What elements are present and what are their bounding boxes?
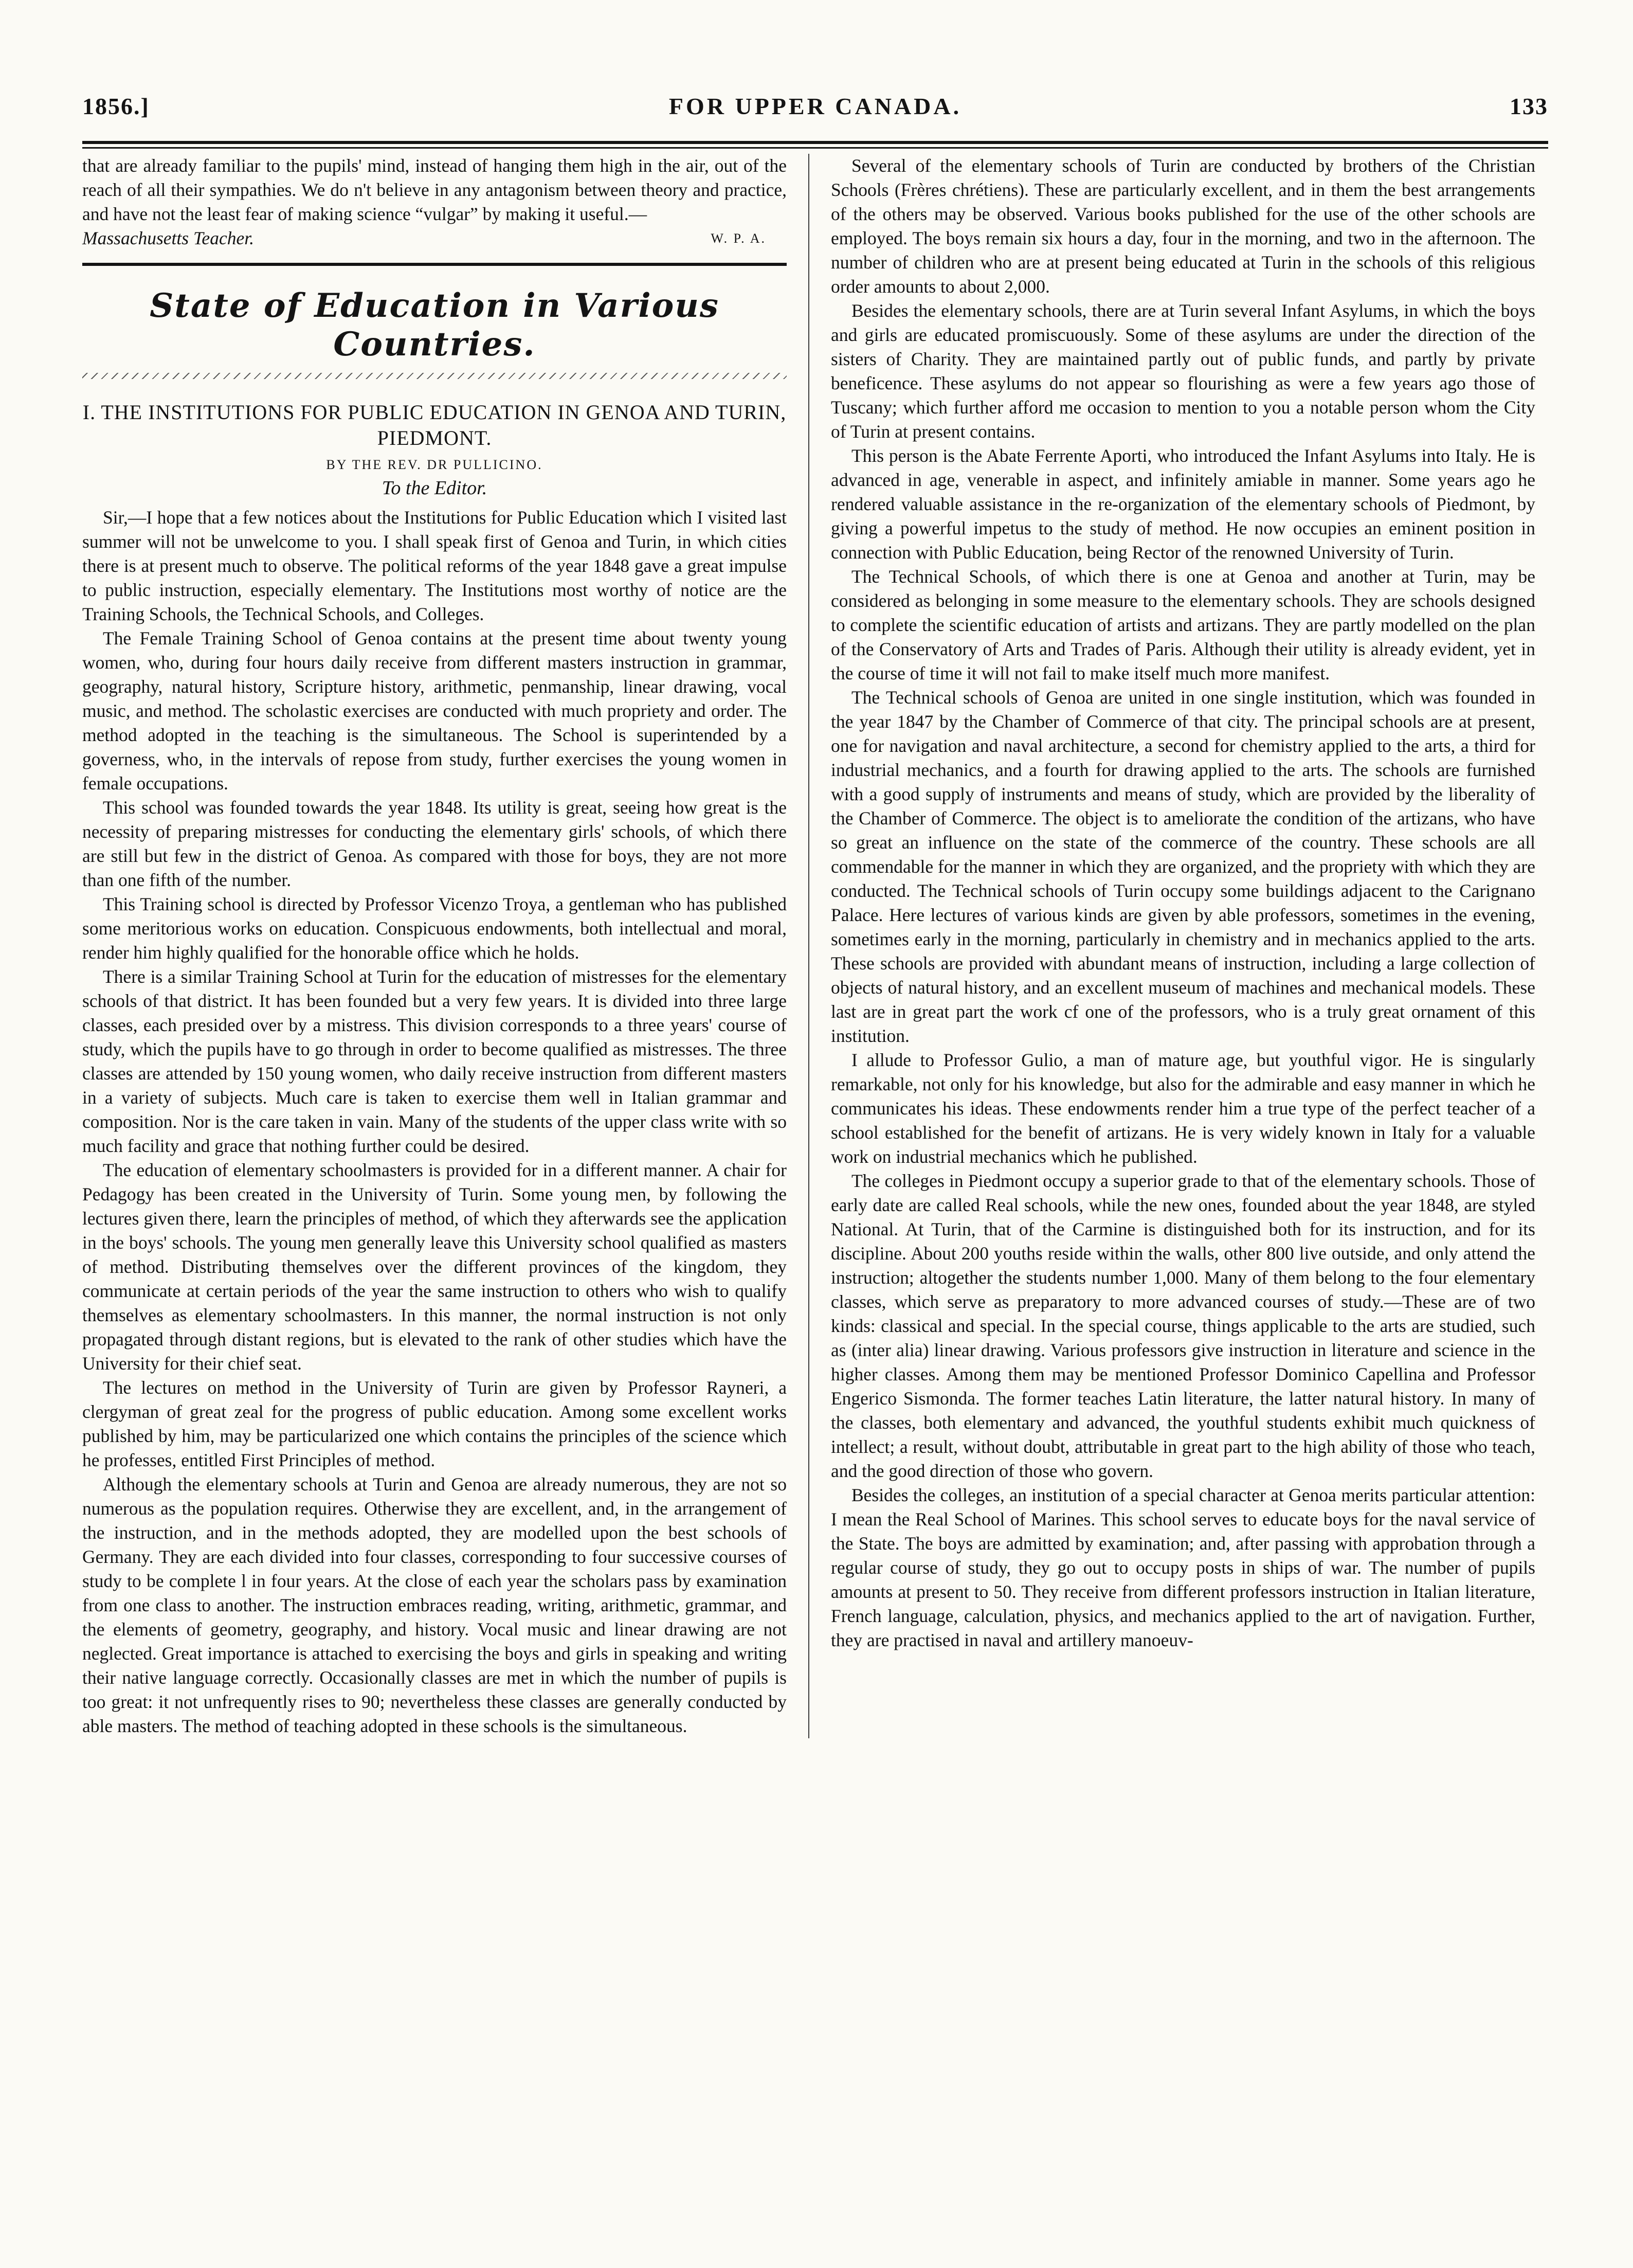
article-title: I. THE INSTITUTIONS FOR PUBLIC EDUCATION IN GENOA AND TURIN, PIEDMONT. — [82, 401, 787, 449]
paragraph: Sir,—I hope that a few notices about the Institutions for Public Education which I visited last summer will not be unwelcome to you. I shall speak first of Genoa and Turin, in which cities there is at present much to observe. The political reforms of the year 1848 gave a great impulse to public instruction, especially elementary. The Institutions most worthy of notice are the Training Schools, the Technical Schools, and Colleges. — [82, 507, 787, 624]
paragraph: Besides the elementary schools, there are at Turin several Infant Asylums, in which the boys and girls are educated promiscuously. Some of these asylums are under the direction of the sisters of Charity. They are maintained partly out of public funds, and partly by private beneficence. These asylums do not appear so flourishing as were a few years ago those of Tuscany; which further afford me occasion to mention to you a notable person whom the City of Turin at present contains. — [831, 300, 1535, 442]
section-heading: State of Education in Various Countries. — [150, 286, 719, 364]
byline: BY THE REV. DR PULLICINO. — [326, 457, 543, 472]
paragraph: Several of the elementary schools of Turin are conducted by brothers of the Christian Schools (Frères chrétiens). These are particularly excellent, and in them the best arrangements of the others may be observed. Various books published for the use of the other schools are employed. The boys remain six hours a day, four in the morning, and two in the afternoon. The number of children who are at present being educated at Turin in the schools of this religious order amounts to about 2,000. — [831, 155, 1535, 297]
paragraph: The Female Training School of Genoa contains at the present time about twenty young women, who, during four hours daily receive from different masters instruction in grammar, geography, natural history, Scripture history, arithmetic, penmanship, linear drawing, vocal music, and method. The scholastic exercises are conducted with much propriety and order. The method adopted in the teaching is the simultaneous. The School is superintended by a governess, who, in the intervals of repose from study, further exercises the young women in female occupations. — [82, 628, 787, 794]
paragraph: This person is the Abate Ferrente Aporti, who introduced the Infant Asylums into Italy. He is advanced in age, venerable in aspect, and infinitely amiable in manner. Some years ago he rendered valuable assistance in the re-organization of the elementary schools of Piedmont, by giving a powerful impetus to the study of method. He now occupies an eminent position in connection with Public Education, being Rector of the renowned University of Turin. — [831, 445, 1535, 563]
paragraph: I allude to Professor Gulio, a man of mature age, but youthful vigor. He is singularly remarkable, not only for his knowledge, but also for the admirable and easy manner in which he communicates his ideas. These endowments render him a true type of the perfect teacher of a school established for the benefit of artizans. He is very widely known in Italy for a valuable work on industrial mechanics which he published. — [831, 1050, 1535, 1167]
paragraph: There is a similar Training School at Turin for the education of mistresses for the elementary schools of that district. It has been founded but a very few years. It is divided into three large classes, each presided over by a mistress. This division corresponds to a three years' course of study, which the pupils have to go through in order to become qualified as mistresses. The three classes are attended by 150 young women, who daily receive instruction from different masters in a variety of subjects. Much care is taken to exercise them well in Italian grammar and composition. Nor is the care taken in vain. Many of the students of the upper class write with so much facility and grace that nothing further could be desired. — [82, 966, 787, 1156]
section-rule — [82, 263, 787, 266]
to-editor: To the Editor. — [382, 477, 487, 499]
two-column-body — [82, 154, 1548, 1738]
paragraph: Besides the colleges, an institution of a special character at Genoa merits particular attention: I mean the Real School of Marines. This school serves to educate boys for the naval service of the State. The boys are admitted by examination; and, after passing with approbation through a regular course of study, they go out to occupy posts in ships of war. The number of pupils amounts at present to 50. They receive from different professors instruction in Italian literature, French language, calculation, physics, and mechanics applied to the art of navigation. Further, they are practised in naval and artillery manoeuv- — [831, 1485, 1535, 1650]
paragraph: Although the elementary schools at Turin and Genoa are already numerous, they are not so numerous as the population requires. Otherwise they are excellent, and, in the arrangement of the instruction, and in the methods adopted, they are modelled upon the best schools of Germany. They are each divided into four classes, corresponding to four successive courses of study to be complete l in four years. At the close of each year the scholars pass by examination from one class to another. The instruction embraces reading, writing, arithmetic, grammar, and the elements of geometry, geography, and history. Vocal music and linear drawing are not neglected. Great importance is attached to exercising the boys and girls in speaking and writing their native language correctly. Occasionally classes are met in which the number of pupils is too great: it not unfrequently rises to 90; nevertheless these classes are generally conducted by able masters. The method of teaching adopted in these schools is the simultaneous. — [82, 1474, 787, 1736]
paragraph: This school was founded towards the year 1848. Its utility is great, seeing how great is the necessity of preparing mistresses for conducting the elementary girls' schools, of which there are still but few in the district of Genoa. As compared with those for boys, they are not more than one fifth of the number. — [82, 797, 787, 890]
left-column — [82, 154, 802, 1738]
paragraph: The colleges in Piedmont occupy a superior grade to that of the elementary schools. Those of early date are called Real schools, while the new ones, founded about the year 1848, are styled National. At Turin, that of the Carmine is distinguished both for its instruction, and for its discipline. About 200 youths reside within the walls, other 800 live outside, and only attend the instruction; altogether the students number 1,000. Many of them belong to the four elementary classes, which serve as preparatory to more advanced courses of study.—These are of two kinds: classical and special. In the special course, things applicable to the arts are studied, such as (inter alia) linear drawing. Various professors give instruction in literature and science in the higher classes. Among them may be mentioned Professor Dominico Capellina and Professor Engerico Sismonda. The former teaches Latin literature, the latter natural history. In many of the classes, both elementary and advanced, the youthful students exhibit much quickness of intellect; a result, without doubt, attributable in great part to the high ability of those who teach, and the good direction of those who govern. — [831, 1171, 1535, 1481]
header-year: 1856.] — [82, 93, 150, 119]
continued-paragraph: that are already familiar to the pupils' mind, instead of hanging them high in the air, out of the reach of all their sympathies. We do n't believe in any antagonism between theory and practice, and have not the least fear of making science “vulgar” by making it useful.— — [82, 155, 787, 224]
paragraph: The Technical schools of Genoa are united in one single institution, which was founded in the year 1847 by the Chamber of Commerce of that city. The principal schools are at present, one for navigation and naval architecture, a second for chemistry applied to the arts, a third for industrial mechanics, and a fourth for drawing applied to the arts. The schools are furnished with a good supply of instruments and means of study, which are provided by the liberality of the Chamber of Commerce. The object is to ameliorate the condition of the artizans, who have so great an influence on the state of the commerce of the country. These schools are all commendable for the manner in which they are organized, and the propriety with which they are conducted. The Technical schools of Turin occupy some buildings adjacent to the Carignano Palace. Here lectures of various kinds are given by able professors, sometimes in the evening, sometimes early in the morning, particularly in chemistry and in mechanics applied to the arts. These schools are provided with abundant means of instruction, including a large collection of objects of natural history, and an excellent museum of machines and mechanical models. These last are in great part the work cf one of the professors, who is a truly great ornament of this institution. — [831, 687, 1535, 1046]
wavy-divider — [82, 373, 787, 379]
header-title: FOR UPPER CANADA. — [668, 93, 962, 119]
paragraph: The Technical Schools, of which there is one at Genoa and another at Turin, may be considered as belonging in some measure to the elementary schools. They are schools designed to complete the scientific education of artists and artizans. They are partly modelled on the plan of the Conservatory of Arts and Trades of Paris. Although their utility is already evident, yet in the course of time it will not fail to make itself much more manifest. — [831, 566, 1535, 683]
header-rule — [82, 141, 1548, 149]
running-head — [82, 93, 1548, 139]
paragraph: The lectures on method in the University of Turin are given by Professor Rayneri, a clergyman of great zeal for the progress of public education. Among some excellent works published by him, may be particularized one which contains the principles of the science which he professes, entitled First Principles of method. — [82, 1377, 787, 1470]
lead-initials: W. P. A. — [711, 231, 766, 246]
lead-source: Massachusetts Teacher. — [82, 228, 254, 248]
paragraph: This Training school is directed by Professor Vicenzo Troya, a gentleman who has published some meritorious works on education. Conspicuous endowments, both intellectual and moral, render him highly qualified for the honorable office which he holds. — [82, 894, 787, 963]
lead-attribution — [82, 226, 787, 250]
column-divider — [808, 154, 809, 1738]
page-number: 133 — [1510, 93, 1548, 119]
right-column — [815, 154, 1535, 1738]
paragraph: The education of elementary schoolmasters is provided for in a different manner. A chair for Pedagogy has been created in the University of Turin. Some young men, by following the lectures given there, learn the principles of method, of which they afterwards see the application in the boys' schools. The young men generally leave this University school qualified as masters of method. Distributing themselves over the different provinces of the kingdom, they communicate at certain periods of the year the same instruction to others who wish to qualify themselves as elementary schoolmasters. In this manner, the normal instruction is not only propagated through distant regions, but is elevated to the rank of other studies which have the University for their chief seat. — [82, 1160, 787, 1374]
